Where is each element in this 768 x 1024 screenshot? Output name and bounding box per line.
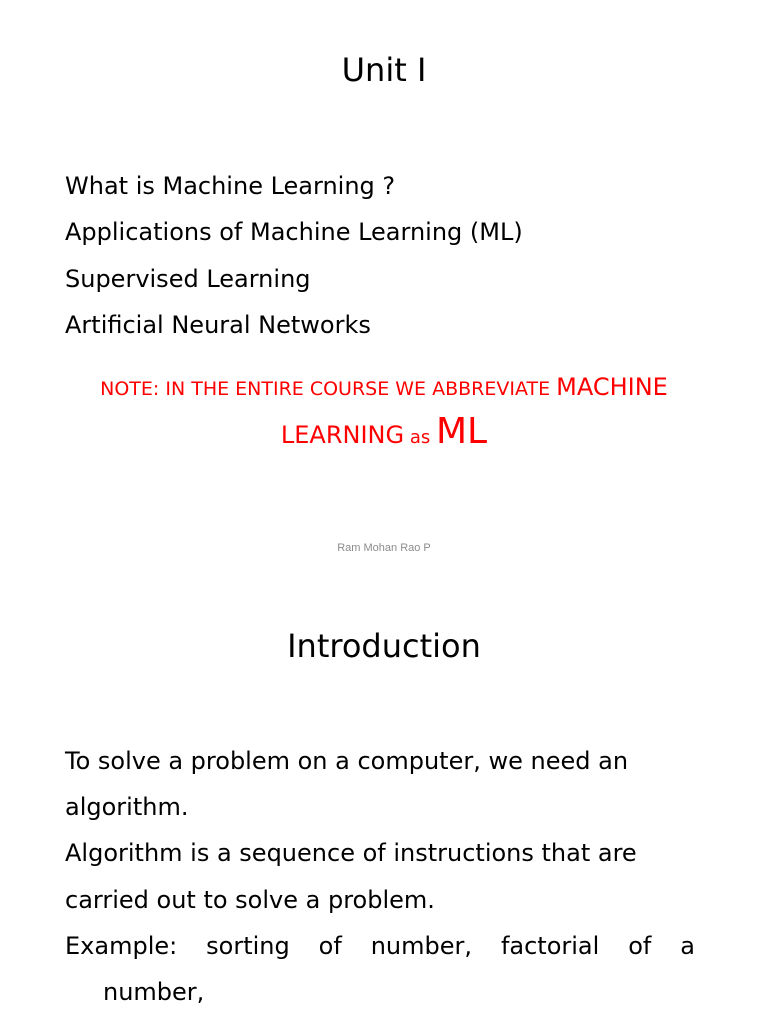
note-abbreviation: ML	[435, 411, 488, 452]
abbreviation-note	[60, 366, 708, 459]
topic-item: Applications of Machine Learning (ML)	[65, 218, 523, 247]
topic-item: Artificial Neural Networks	[65, 310, 371, 339]
slide-title: Introduction	[287, 627, 481, 665]
note-text: NOTE: IN THE ENTIRE COURSE WE ABBREVIATE	[100, 378, 557, 400]
slide-title: Unit I	[341, 51, 427, 89]
topic-item: Supervised Learning	[65, 264, 311, 293]
body-paragraph: To solve a problem on a computer, we need an algorithm.	[65, 747, 629, 822]
note-connector: as	[404, 427, 436, 448]
body-paragraph	[65, 923, 695, 969]
body-paragraph	[65, 969, 695, 1015]
example-continuation: number,	[103, 978, 205, 1007]
note-term: MACHINE LEARNING	[280, 373, 668, 449]
slide-introduction	[0, 578, 768, 1024]
slide-footer-author: Ram Mohan Rao P	[337, 542, 431, 554]
topic-item: What is Machine Learning ?	[65, 172, 396, 200]
topic-list	[65, 163, 523, 348]
example-line: Example: sorting of number, factorial of a	[65, 931, 695, 960]
introduction-body	[65, 738, 695, 1015]
body-paragraph: Algorithm is a sequence of instructions that are carried out to solve a problem.	[65, 839, 637, 914]
